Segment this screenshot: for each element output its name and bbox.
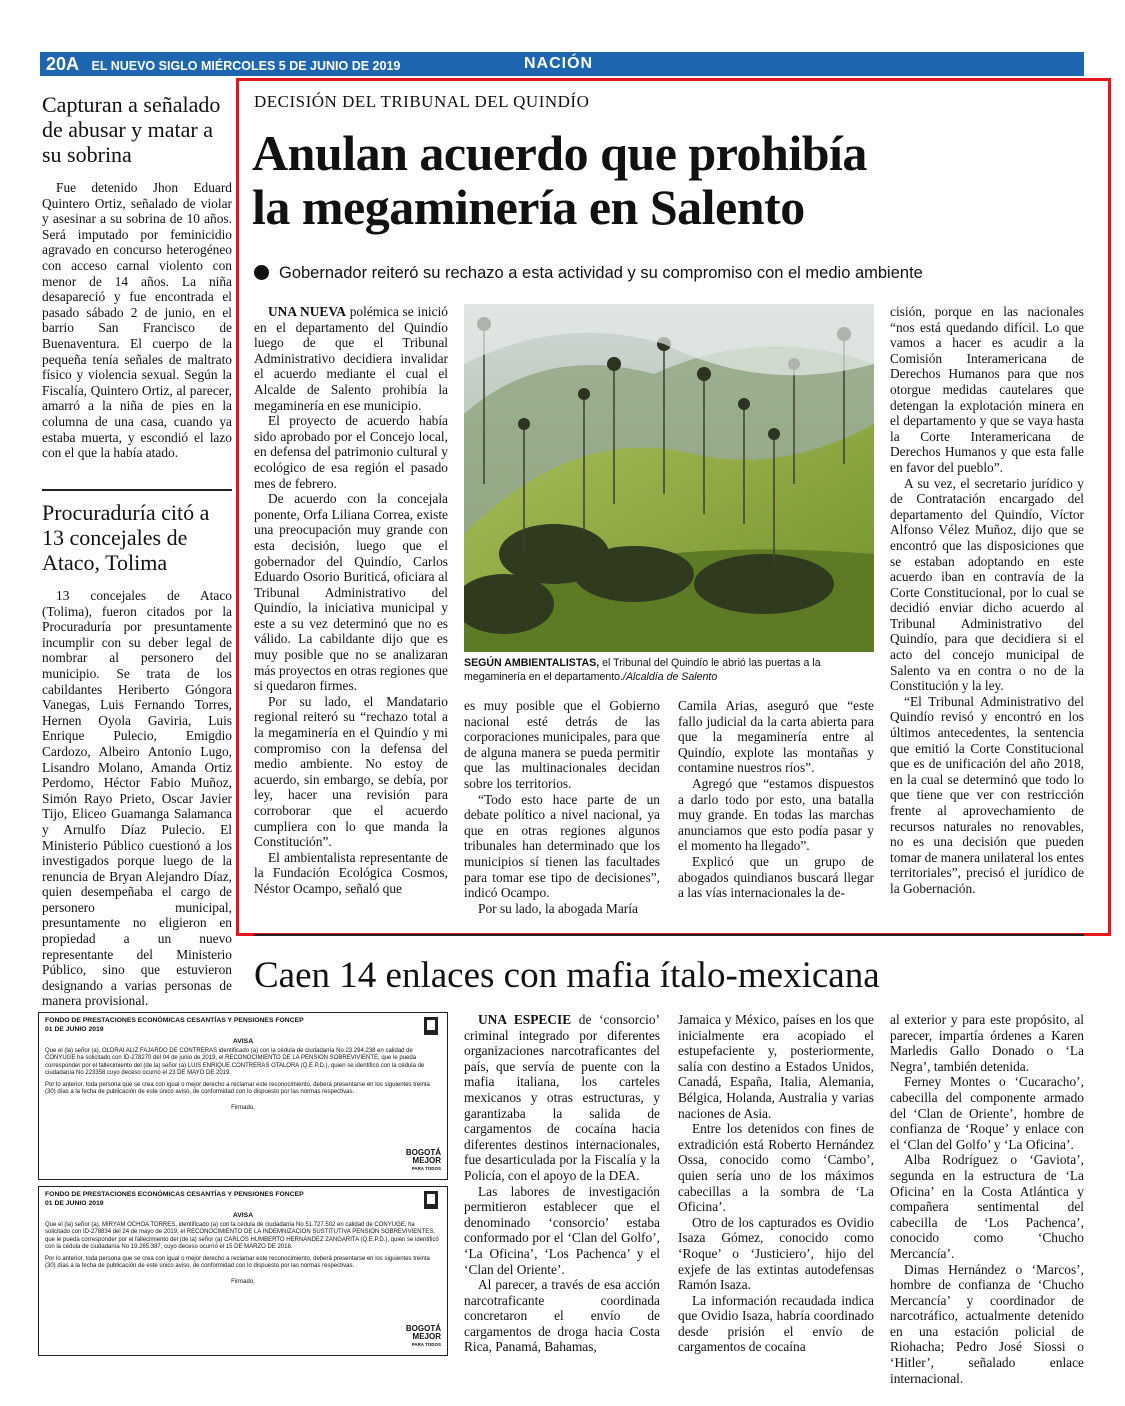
main-column-2	[464, 698, 660, 916]
sidebar-story1-text: Fue detenido Jhon Eduard Quintero Ortiz, señalado de violar y asesinar a su sobrina de 10 años. Será imputado por feminicidio agravado en concurso heterogéneo con acceso carnal violento con menor de 14 años. La niña desapareció y fue encontrada el pasado sábado 2 de junio, en el barrio San Francisco de Buenaventura. El cuerpo de la pequeña tenía señales de maltrato físico y violencia sexual. Según la Fiscalía, Quintero Ortiz, al parecer, amarró a la niña de pies en la columna de una casa, cuando ya estaba muerta, y escondió el lazo con el que la había atado.	[42, 180, 232, 461]
second-c3-p1: al exterior y para este propósito, al parecer, impartía órdenes a Karen Marledis Gallo Donado o ‘La Negra’, también detenida.	[890, 1012, 1084, 1074]
page-number: 20A	[46, 54, 80, 74]
second-c2-p1: Jamaica y México, países en los que inicialmente era acopiado el estupefaciente y, posteriormente, salía con destino a Estados Unidos, Canadá, España, Italia, Alemania, Bélgica, Holanda, Australia y varias naciones de Asia.	[678, 1012, 874, 1121]
second-column-3	[890, 1012, 1084, 1386]
sidebar-divider	[42, 489, 232, 491]
main-column-4	[890, 304, 1084, 897]
second-column-1	[464, 1012, 660, 1355]
main-c1-p5: El ambientalista representante de la Fundación Ecológica Cosmos, Néstor Ocampo, señaló que	[254, 849, 448, 896]
main-c3-p1: Camila Arias, aseguró que “este fallo judicial da la carta abierta para que la megaminería entre al Quindío, explote las montañas y contamine nuestros ríos”.	[678, 698, 874, 776]
second-headline: Caen 14 enlaces con mafia ítalo-mexicana	[254, 955, 880, 996]
salento-palm-photo	[464, 304, 874, 652]
main-c1-p4: Por su lado, el Mandatario regional reiteró su “rechazo total a la megaminería en el Quindío y mi compromiso con la defensa del medio ambiente. No estoy de acuerdo, sin embargo, se debía, por ley, hacer una revisión para corroborar que el acuerdo cumpliera con lo que manda la Constitución”.	[254, 693, 448, 850]
notice2-avisa: AVISA	[232, 1212, 254, 1219]
photo-caption	[464, 657, 874, 684]
main-c4-p1: cisión, porque en las nacionales “nos está quedando difícil. Lo que vamos a hacer es acudir a la Comisión Interamericana de Derechos Humanos para que nos otorgue medidas cautelares que detengan la explotación minera en el departamento y que se vaya hasta la Corte Interamericana de Derechos Humanos y que esta falle en favor del pueblo”.	[890, 304, 1084, 475]
sidebar-story2-body	[42, 588, 232, 1009]
paper-date: EL NUEVO SIGLO MIÉRCOLES 5 DE JUNIO DE 2019	[91, 59, 401, 73]
main-subhead	[254, 264, 1104, 283]
photo-credit: /Alcaldía de Salento	[623, 670, 718, 683]
main-c3-p3: Explicó que un grupo de abogados quindianos buscará llegar a las vías internacionales la de-	[678, 853, 874, 901]
sidebar-story1-headline: Capturan a señalado de abusar y matar a su sobrina	[42, 92, 221, 167]
sidebar-story2-text: 13 concejales de Ataco (Tolima), fueron citados por la Procuraduría por presuntamente incumplir con su deber legal de nombrar al personero del municipio. Se trata de los cabildantes Heriberto Góngora Vanegas, Luis Fernando Torres, Hernen Oyola Gaviria, Luis Enrique Pulecio, Emigdio Cardozo, Albeiro Antonio Lugo, Lisandro Molano, Amanda Ortiz Perdomo, Héctor Fabio Muñoz, Simón Rayo Prieto, Oscar Javier Tijo, Eliceo Guamanga Salamanca y Arnulfo Díaz Pulecio. El Ministerio Público cuestionó a los investigados porque luego de la renuncia de Bryan Alejandro Díaz, quien desempeñaba el cargo de personero municipal, presuntamente no eligieron en propiedad a un nuevo representante del Ministerio Público, sino que estuvieron designando a varias personas de manera provisional.	[42, 588, 232, 1009]
second-c1-p1: de ‘consorcio’ criminal integrado por diferentes organizaciones narcotraficantes del país, que servía de puente con la mafia italiana, los carteles mexicanos y otras estructuras, y garantizaba la salida de cargamentos de cocaína hacia diferentes destinos internacionales, fue desarticulada por la Fiscalía y la Policía, con el apoyo de la DEA.	[464, 1012, 661, 1183]
second-c3-p4: Dimas Hernández o ‘Marcos’, hombre de confianza de ‘Chucho Mercancía’ y coordinador de narcotráfico, actualmente detenido en una estación policial de Riohacha; Pedro José Siossi o ‘Hitler’, señalado enlace internacional.	[890, 1261, 1084, 1386]
main-headline-line1: Anulan acuerdo que prohibía	[252, 125, 867, 181]
notice1-avisa: AVISA	[232, 1038, 254, 1045]
main-column-1	[254, 304, 448, 897]
notice1-logo	[406, 1149, 441, 1173]
main-c1-p1: polémica se inició en el departamento del Quindío luego de que el Tribunal Administrativo decidiera invalidar el acuerdo mediante el cual el Alcalde de Salento prohibía la megaminería en ese municipio.	[254, 304, 448, 413]
second-c2-p4: La información recaudada indica que Ovidio Isaza, habría coordinado desde prisión el envío de cargamentos de cocaína	[678, 1292, 874, 1355]
notice2-body2: Por lo anterior, toda persona que se crea con igual o mejor derecho a reclamar este reconocimiento, deberá presentarse en los siguientes treinta (30) días a la fecha de publicación de este único aviso, de conformidad con lo dispuesto por las normas respectivas.	[45, 1255, 430, 1269]
header-left	[46, 54, 400, 75]
bogota-seal-icon	[423, 1190, 439, 1210]
notice2-date: 01 DE JUNIO 2019	[45, 1200, 104, 1207]
second-column-2	[678, 1012, 874, 1355]
legal-notice-2	[38, 1186, 448, 1356]
caption-lead: SEGÚN AMBIENTALISTAS,	[464, 657, 600, 669]
notice2-logo-3: PARA TODOS	[411, 1342, 441, 1347]
main-c3-p2: Agregó que “estamos dispuestos a darlo todo por esto, una batalla muy grande. En todas las marchas anunciamos que esto podía pasar y el momento ha llegado”.	[678, 775, 874, 854]
bogota-seal-icon	[423, 1016, 439, 1036]
notice1-signed: Firmado,	[231, 1104, 255, 1111]
sidebar-story2-headline: Procuraduría citó a 13 concejales de Ataco, Tolima	[42, 500, 210, 575]
notice1-body2: Por lo anterior, toda persona que se crea con igual o mejor derecho a reclamar este reconocimiento, deberá presentarse en los siguientes treinta (30) días a la fecha de publicación de este único aviso, de conformidad con lo dispuesto por las normas respectivas.	[45, 1081, 430, 1095]
notice1-logo-3: PARA TODOS	[411, 1166, 441, 1171]
notice1-body: Que el (la) señor (a), OLDRAI ALIZ FAJARDO DE CONTRERAS identificado (a) con la cédula de ciudadanía No 23.294.238 en calidad de CONYUGE ha solicitado con ID-278270 del 04 de junio de 2019, el RECONOCIMIENTO DE LA PENSION SOBREVIVIENTE, que le pueda corresponder por el fallecimiento del (de la) señor (a) LUIS ENRIQUE CONTRERAS OTALORA (Q.E.P.D.), quien se identificó con la cédula de ciudadanía No 223358 cuyo deceso ocurrió el 23 DE MAYO DE 2019.	[45, 1047, 425, 1076]
second-c2-p2: Entre los detenidos con fines de extradición está Roberto Hernández Ossa, conocido como ‘Cambo’, quien sería uno de los máximos cabecillas a la sombra de ‘La Oficina’.	[678, 1121, 874, 1215]
main-subhead-text: Gobernador reiteró su rechazo a esta actividad y su compromiso con el medio ambiente	[279, 264, 923, 282]
main-kicker: DECISIÓN DEL TRIBUNAL DEL QUINDÍO	[254, 92, 590, 111]
second-c3-p3: Alba Rodríguez o ‘Gaviota’, segunda en la estructura de ‘La Oficina’ en la Costa Atlántica y compañera sentimental del cabecilla de ‘Los Pachenca’, conocido como ‘Chucho Mercancía’.	[890, 1152, 1084, 1261]
notice1-logo-1: BOGOTÁ	[405, 1148, 441, 1157]
legal-notice-1	[38, 1012, 448, 1180]
main-headline	[252, 126, 1102, 234]
notice1-logo-2: MEJOR	[412, 1156, 441, 1165]
main-c2-p3: Por su lado, la abogada María	[478, 900, 638, 916]
page-header-bar	[40, 52, 1084, 76]
main-c2-p1: es muy posible que el Gobierno nacional esté detrás de las corporaciones municipales, para que de alguna manera se pueda permitir que las multinacionales decidan sobre los territorios.	[464, 698, 660, 791]
second-c2-p3: Otro de los capturados es Ovidio Isaza Gómez, conocido como ‘Roque’ o ‘Justiciero’, hijo del exjefe de las extintas autodefensas Ramón Isaza.	[678, 1214, 874, 1293]
notice2-body: Que el (la) señor (a), MIRYAM OCHOA TORRES, identificado (a) con la cédula de ciudadanía No 51.727.502 en calidad de CONYUGE, ha solicitado con ID-278834 del 24 de mayo de 2019, el RECONOCIMIENTO DE LA INDEMNIZACION SUSTITUTIVA PENSION SOBREVIVIENTES, que le pueda corresponder por el fallecimiento del (de la) señor (a) CARLOS HUMBERTO HERNANDEZ ZANGARITA (Q.E.P.D.), quien se identificó con la cédula de ciudadanía No 19.265.387, cuyo deceso ocurrió el 15 DE MARZO DE 2018.	[45, 1221, 439, 1250]
main-column-3	[678, 698, 874, 901]
main-c4-p3: “El Tribunal Administrativo del Quindío revisó y encontró en los últimos antecedentes, la sentencia que emitió la Corte Constitucional que es de unificación del año 2018, en la cual se determinó que todo lo que tiene que ver con restricción frente al aprovechamiento de recursos naturales no renovables, no es una decisión que pueden tomar de manera unilateral los entes territoriales”, precisó el jurídico de la Gobernación.	[890, 693, 1084, 896]
section-name: NACIÓN	[524, 55, 594, 72]
second-c3-p2: Ferney Montes o ‘Cucaracho’, cabecilla del componente armado del ‘Clan de Oriente’, hombre de confianza de ‘Roque’ y enlace con el ‘Clan del Golfo’ y ‘La Oficina’.	[890, 1074, 1084, 1152]
caption-text: el Tribunal del Quindío le abrió las puertas a la megaminería en el departamento.	[464, 657, 821, 683]
notice2-logo-1: BOGOTÁ	[405, 1324, 441, 1333]
second-lead: UNA ESPECIE	[478, 1012, 572, 1027]
notice1-date: 01 DE JUNIO 2019	[45, 1026, 104, 1033]
second-c1-p3: Al parecer, a través de esa acción narcotraficante coordinada concretaron el envío de cargamentos de droga hacia Costa Rica, Panamá, Bahamas,	[464, 1277, 660, 1355]
main-c2-p2: “Todo esto hace parte de un debate político a nivel nacional, ya que en otras regiones algunos tribunales han determinado que los municipios sí tienen las facultades para tomar ese tipo de decisiones”, indicó Ocampo.	[464, 791, 660, 901]
main-c4-p2: A su vez, el secretario jurídico y de Contratación encargado del departamento del Quindío, Víctor Alfonso Vélez Muñoz, dijo que se encontró que las disposiciones que se estaban adoptando en este acuerdo iban en contravía de la Corte Constitucional, por lo cual se decidió enviar dicho acuerdo al Tribunal Administrativo del Quindío, para que decidiera si el acto del concejo municipal de Salento va en contra o no de la Constitución y la ley.	[890, 475, 1084, 694]
second-c1-p2: Las labores de investigación permitieron establecer que el denominado ‘consorcio’ estaba conformado por el ‘Clan del Golfo’, ‘La Oficina’, ‘Los Pachenca’ y el ‘Clan del Oriente’.	[464, 1183, 660, 1277]
notice2-logo-2: MEJOR	[412, 1332, 441, 1341]
photo-landscape-image	[464, 304, 874, 652]
main-c1-p2: El proyecto de acuerdo había sido aprobado por el Concejo local, en defensa del patrimonio cultural y ecológico de esa región el pasado mes de febrero.	[254, 413, 448, 491]
main-headline-line2: la megaminería en Salento	[252, 179, 805, 235]
main-c1-p3: De acuerdo con la concejala ponente, Orfa Liliana Correa, existe una preocupación muy grande con esta decisión, luego que el gobernador del Quindío, Carlos Eduardo Osorio Buriticá, oficiara al Tribunal Administrativo del Quindío, la iniciativa municipal y este a su vez determinó que no es válido. La cabildante dijo que es muy posible que no se analizaran más proyectos en otras regiones que si quedaron firmes.	[254, 491, 448, 694]
sidebar-story1-body	[42, 180, 232, 461]
notice2-logo	[406, 1325, 441, 1349]
notice2-title: FONDO DE PRESTACIONES ECONÓMICAS CESANTÍAS Y PENSIONES FONCEP	[45, 1191, 304, 1198]
notice1-title: FONDO DE PRESTACIONES ECONÓMICAS CESANTÍAS Y PENSIONES FONCEP	[45, 1017, 304, 1024]
notice2-signed: Firmado,	[231, 1278, 255, 1285]
bullet-icon	[254, 265, 269, 280]
main-bottom-rule	[254, 934, 1084, 936]
main-lead: UNA NUEVA	[268, 304, 346, 319]
